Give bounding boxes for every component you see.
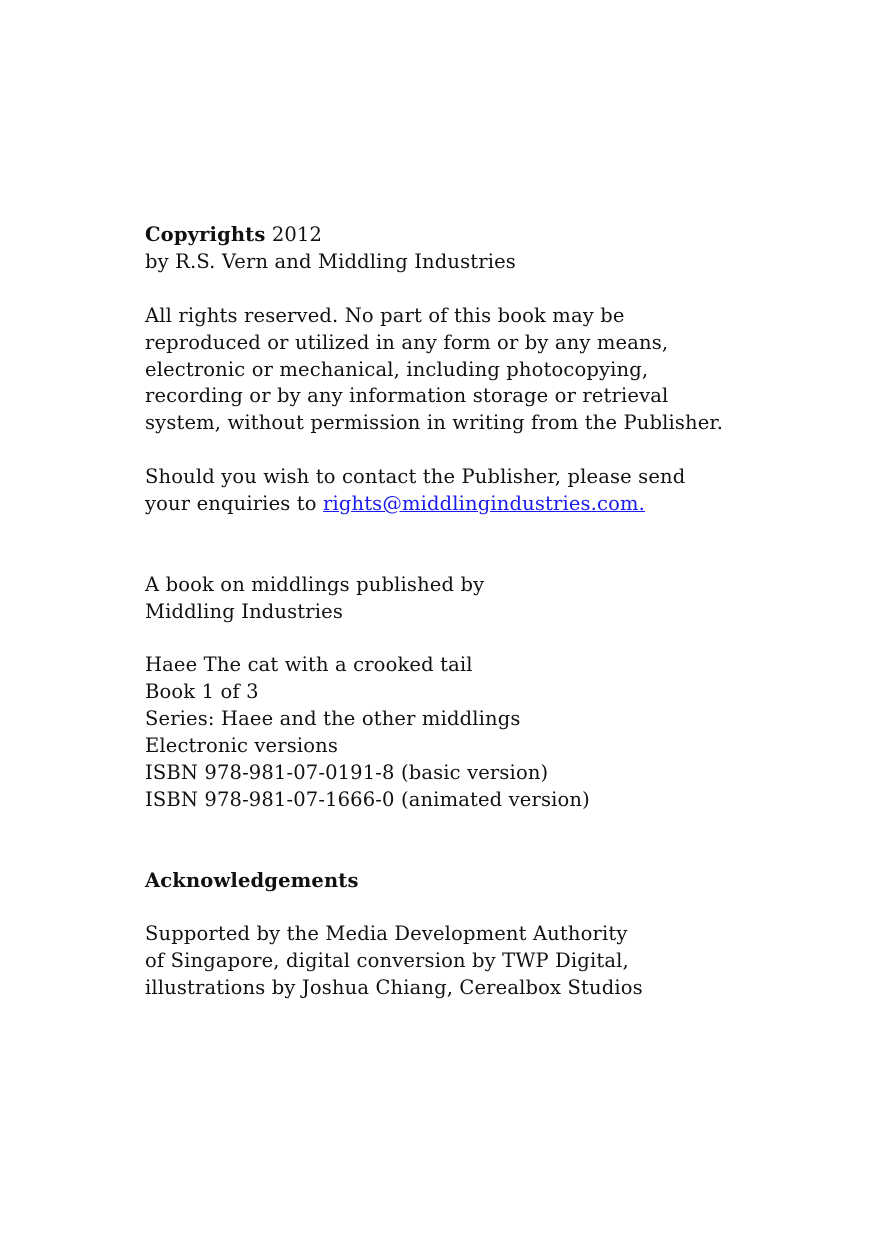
isbn-basic: ISBN 978-981-07-0191-8 (basic version) — [145, 761, 549, 785]
spacer — [145, 437, 825, 464]
publisher-paragraph — [145, 572, 825, 626]
contact-prefix: your enquiries to — [145, 492, 323, 516]
rights-line: recording or by any information storage or retrieval — [145, 384, 669, 408]
book-series: Series: Haee and the other middlings — [145, 707, 521, 731]
acknowledgements-line: illustrations by Joshua Chiang, Cerealbox Studios — [145, 976, 643, 1000]
rights-line: system, without permission in writing from the Publisher. — [145, 411, 724, 435]
copyright-year: 2012 — [271, 223, 323, 246]
acknowledgements-line: Supported by the Media Development Authority — [145, 922, 628, 946]
spacer — [145, 626, 825, 653]
rights-line: reproduced or utilized in any form or by any means, — [145, 330, 669, 354]
acknowledgements-paragraph — [145, 921, 825, 1002]
spacer — [145, 518, 825, 572]
publisher-line: Middling Industries — [145, 599, 343, 623]
rights-paragraph — [145, 303, 825, 438]
spacer — [145, 814, 825, 868]
acknowledgements-line: of Singapore, digital conversion by TWP Digital, — [145, 949, 629, 973]
rights-line: electronic or mechanical, including photocopying, — [145, 357, 649, 381]
book-title: Haee The cat with a crooked tail — [145, 653, 473, 677]
copyright-heading-line — [145, 222, 825, 249]
contact-line — [145, 491, 825, 518]
publisher-line: A book on middlings published by — [145, 572, 485, 596]
copyright-heading: Copyrights — [145, 223, 266, 246]
book-info — [145, 652, 825, 813]
book-versions-label: Electronic versions — [145, 734, 339, 758]
contact-line: Should you wish to contact the Publisher, please send — [145, 465, 686, 489]
contact-email-link[interactable]: rights@middlingindustries.com. — [323, 492, 645, 516]
rights-line: All rights reserved. No part of this book may be — [145, 303, 625, 327]
page-content — [145, 222, 825, 1002]
spacer — [145, 276, 825, 303]
acknowledgements-heading: Acknowledgements — [145, 868, 359, 892]
isbn-animated: ISBN 978-981-07-1666-0 (animated version) — [145, 787, 590, 811]
spacer — [145, 895, 825, 922]
contact-paragraph — [145, 464, 825, 518]
copyright-byline: by R.S. Vern and Middling Industries — [145, 249, 516, 273]
book-number: Book 1 of 3 — [145, 680, 259, 704]
